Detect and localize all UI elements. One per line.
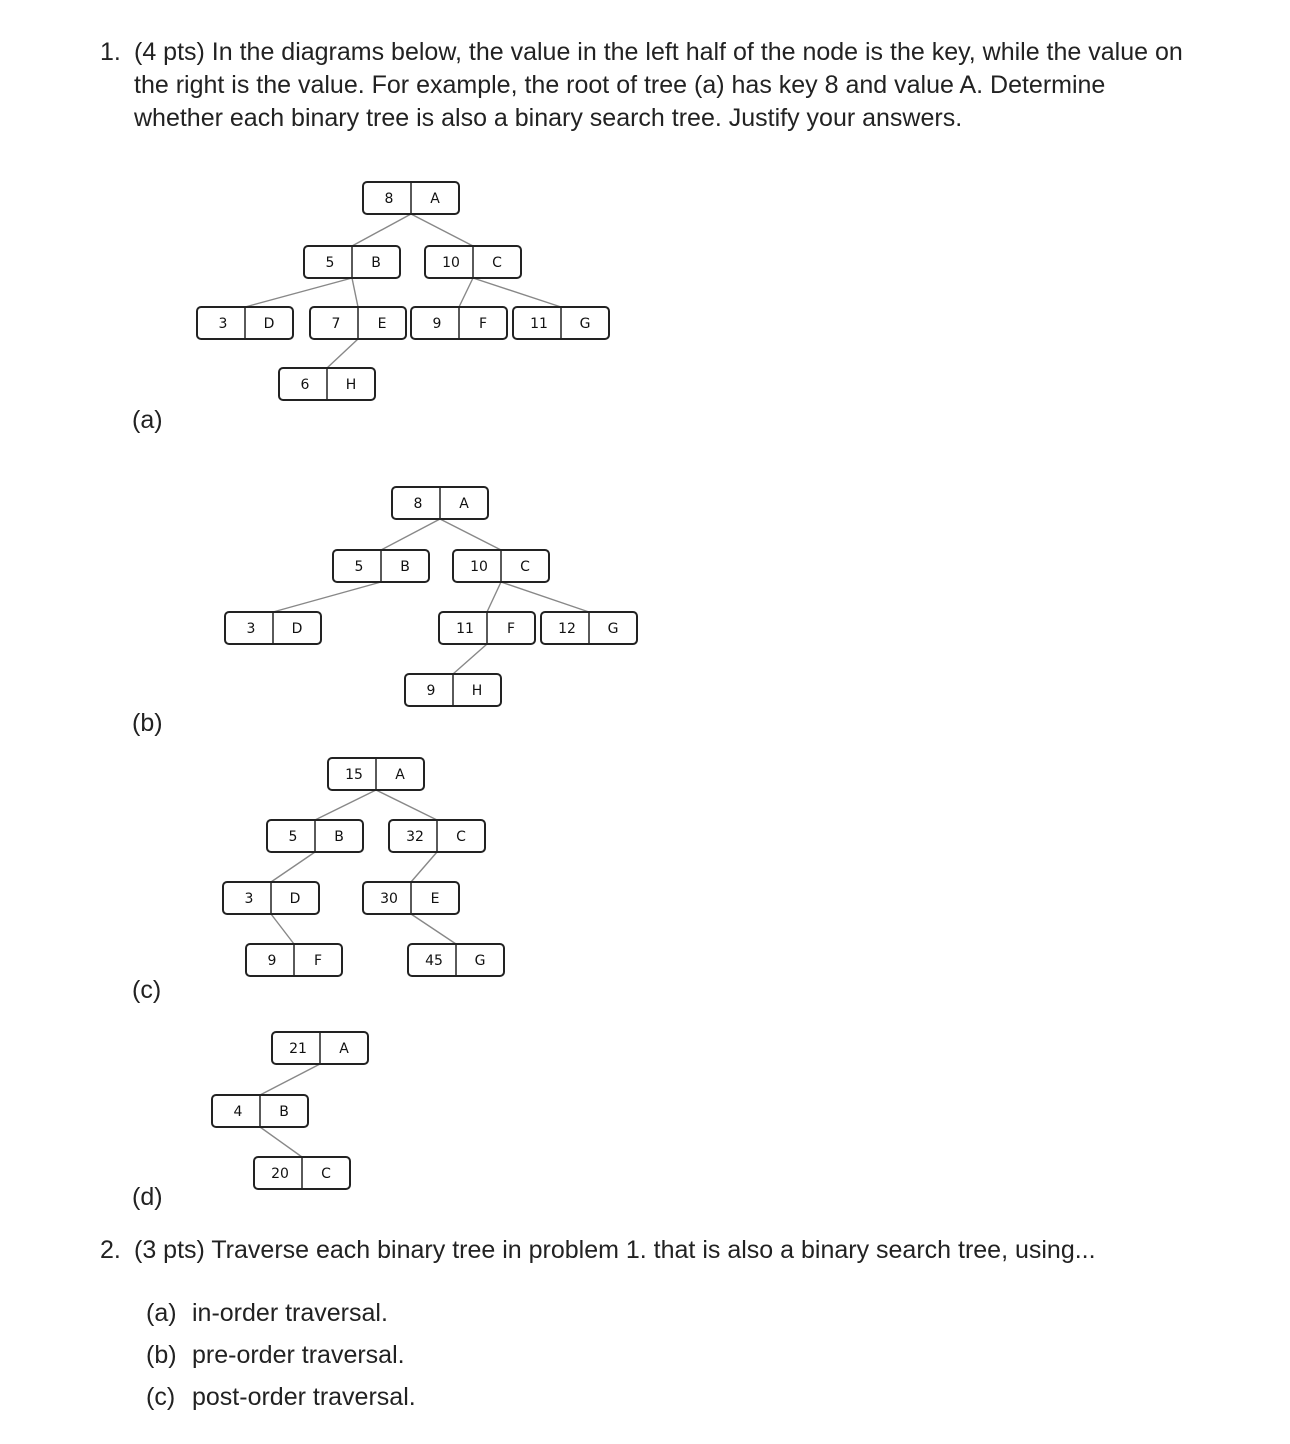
tree-edge — [459, 278, 473, 307]
tree-edge — [260, 1064, 320, 1095]
tree-edge — [260, 1127, 302, 1157]
tree-edge — [487, 582, 501, 612]
node-value: H — [471, 683, 483, 699]
traversal-list — [146, 1292, 416, 1418]
tree-node — [310, 307, 406, 339]
tree-node — [197, 307, 293, 339]
tree-node — [246, 944, 342, 976]
question-1-number: 1. — [100, 38, 121, 66]
node-value: B — [279, 1104, 289, 1120]
tree-edge — [273, 582, 381, 612]
tree-node — [279, 368, 375, 400]
node-value: D — [289, 891, 301, 907]
tree-edge — [376, 790, 437, 820]
node-key: 20 — [271, 1166, 289, 1182]
node-key: 10 — [442, 255, 460, 271]
node-key: 8 — [384, 191, 394, 207]
node-key: 9 — [267, 953, 277, 969]
node-value: B — [334, 829, 344, 845]
node-key: 3 — [218, 316, 228, 332]
node-key: 5 — [325, 255, 335, 271]
traversal-item — [146, 1334, 416, 1376]
node-key: 32 — [406, 829, 424, 845]
tree-a — [197, 182, 609, 400]
tree-edge — [315, 790, 376, 820]
node-value: B — [400, 559, 410, 575]
node-value: B — [371, 255, 381, 271]
tree-edge — [453, 644, 487, 674]
tree-edge — [271, 914, 294, 944]
node-key: 5 — [288, 829, 298, 845]
node-key: 9 — [432, 316, 442, 332]
node-value: C — [520, 559, 530, 575]
tree-node — [541, 612, 637, 644]
traversal-item-tag: (a) — [146, 1299, 177, 1327]
traversal-item-tag: (b) — [146, 1341, 177, 1369]
tree-edge — [411, 214, 473, 246]
question-2-number: 2. — [100, 1236, 121, 1264]
node-value: G — [579, 316, 591, 332]
tree-node — [328, 758, 424, 790]
node-value: E — [377, 316, 387, 332]
traversal-item-tag: (c) — [146, 1383, 176, 1411]
tree-node — [425, 246, 521, 278]
node-key: 9 — [426, 683, 436, 699]
question-1-text: (4 pts) In the diagrams below, the value in the left half of the node is the key, while the value on the right is the value. For example, the root of tree (a) has key 8 and value A. Determine whether each binary tree is also a binary search tree. Justify your answers. — [134, 38, 1183, 132]
tree-c-label: (c) — [132, 976, 162, 1004]
node-value: A — [395, 767, 405, 783]
tree-edge — [327, 339, 358, 368]
tree-edge — [271, 852, 315, 882]
traversal-item — [146, 1292, 416, 1334]
node-key: 11 — [456, 621, 474, 637]
tree-edge — [440, 519, 501, 550]
tree-node — [439, 612, 535, 644]
tree-d — [212, 1032, 368, 1189]
node-key: 45 — [425, 953, 443, 969]
tree-node — [225, 612, 321, 644]
tree-edge — [473, 278, 561, 307]
tree-node — [408, 944, 504, 976]
node-key: 10 — [470, 559, 488, 575]
node-key: 11 — [530, 316, 548, 332]
tree-edge — [411, 852, 437, 882]
node-value: A — [339, 1041, 349, 1057]
tree-d-label: (d) — [132, 1183, 163, 1211]
question-2-text: (3 pts) Traverse each binary tree in problem 1. that is also a binary search tree, using... — [134, 1236, 1096, 1264]
node-value: C — [456, 829, 466, 845]
node-key: 12 — [558, 621, 576, 637]
node-key: 4 — [233, 1104, 243, 1120]
tree-node — [304, 246, 400, 278]
node-value: F — [506, 621, 516, 637]
node-key: 6 — [300, 377, 310, 393]
tree-node — [513, 307, 609, 339]
node-value: A — [430, 191, 440, 207]
node-value: E — [430, 891, 440, 907]
node-key: 21 — [289, 1041, 307, 1057]
node-key: 7 — [331, 316, 341, 332]
tree-node — [389, 820, 485, 852]
tree-edge — [381, 519, 440, 550]
tree-node — [411, 307, 507, 339]
node-key: 8 — [413, 496, 423, 512]
node-value: A — [459, 496, 469, 512]
tree-node — [392, 487, 488, 519]
node-value: D — [263, 316, 275, 332]
tree-node — [272, 1032, 368, 1064]
node-key: 3 — [246, 621, 256, 637]
node-value: D — [291, 621, 303, 637]
tree-b-label: (b) — [132, 709, 163, 737]
tree-node — [212, 1095, 308, 1127]
tree-edge — [352, 214, 411, 246]
node-key: 15 — [345, 767, 363, 783]
tree-edge — [352, 278, 358, 307]
traversal-item — [146, 1376, 416, 1418]
tree-c — [223, 758, 504, 976]
tree-node — [254, 1157, 350, 1189]
tree-edge — [411, 914, 456, 944]
node-value: F — [478, 316, 488, 332]
tree-node — [405, 674, 501, 706]
tree-b — [225, 487, 637, 706]
tree-node — [267, 820, 363, 852]
node-value: C — [492, 255, 502, 271]
traversal-item-text: post-order traversal. — [192, 1383, 416, 1411]
tree-edge — [501, 582, 589, 612]
tree-node — [363, 882, 459, 914]
node-key: 5 — [354, 559, 364, 575]
traversal-item-text: in-order traversal. — [192, 1299, 388, 1327]
node-value: H — [345, 377, 357, 393]
tree-node — [223, 882, 319, 914]
tree-node — [333, 550, 429, 582]
tree-a-label: (a) — [132, 406, 163, 434]
node-value: C — [321, 1166, 331, 1182]
node-value: G — [607, 621, 619, 637]
node-value: F — [313, 953, 323, 969]
traversal-item-text: pre-order traversal. — [192, 1341, 405, 1369]
tree-node — [453, 550, 549, 582]
tree-node — [363, 182, 459, 214]
node-value: G — [474, 953, 486, 969]
node-key: 3 — [244, 891, 254, 907]
node-key: 30 — [380, 891, 398, 907]
tree-edge — [245, 278, 352, 307]
